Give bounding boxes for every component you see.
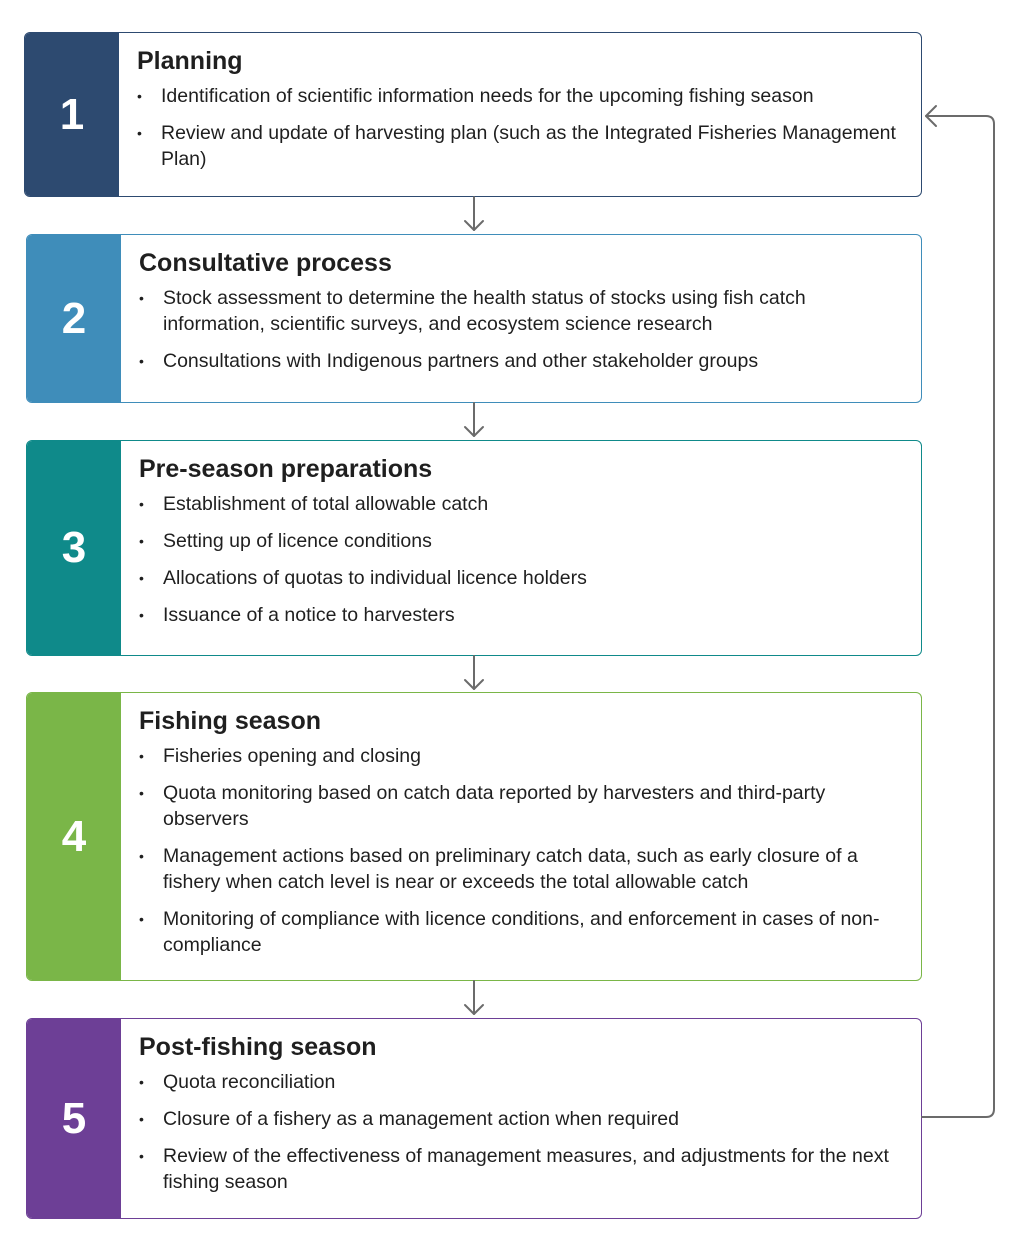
stage-2-number: 2 [27, 235, 121, 402]
stage-4-item-3: • Management actions based on preliminary catch data, such as early closure of a fishery when catch level is near or exceeds the total allowable catch [139, 843, 907, 895]
stage-1-list [137, 83, 907, 172]
stage-4-content [139, 705, 907, 969]
stage-5-title: Post-fishing season [139, 1033, 377, 1061]
stage-5-list [139, 1069, 907, 1195]
stage-5-item-1: • Quota reconciliation [139, 1069, 907, 1095]
stage-4-fishing-season [26, 692, 922, 981]
stage-3-item-1: • Establishment of total allowable catch [139, 491, 907, 517]
stage-3-number: 3 [27, 441, 121, 655]
stage-5-item-2: • Closure of a fishery as a management action when required [139, 1106, 907, 1132]
stage-5-content [139, 1031, 907, 1206]
stage-2-content [139, 247, 907, 385]
stage-4-item-2: • Quota monitoring based on catch data reported by harvesters and third-party observers [139, 780, 907, 832]
stage-1-item-1: • Identification of scientific information needs for the upcoming fishing season [137, 83, 907, 109]
stage-3-pre-season-preparations [26, 440, 922, 656]
stage-1-content [137, 45, 907, 183]
arrow-down-1-2-icon [465, 197, 483, 230]
stage-3-item-4: • Issuance of a notice to harvesters [139, 602, 907, 628]
stage-3-list [139, 491, 907, 628]
stage-4-item-1: • Fisheries opening and closing [139, 743, 907, 769]
stage-3-item-2: • Setting up of licence conditions [139, 528, 907, 554]
stage-3-title: Pre-season preparations [139, 455, 433, 483]
stage-5-number: 5 [27, 1019, 121, 1218]
stage-4-item-4: • Monitoring of compliance with licence conditions, and enforcement in cases of non-compliance [139, 906, 907, 958]
stage-1-planning [24, 32, 922, 197]
stage-3-content [139, 453, 907, 639]
stage-1-number: 1 [25, 33, 119, 196]
stage-2-title: Consultative process [139, 249, 392, 277]
stage-4-title: Fishing season [139, 707, 321, 735]
stage-3-item-3: • Allocations of quotas to individual licence holders [139, 565, 907, 591]
stage-2-item-1: • Stock assessment to determine the health status of stocks using fish catch information, scientific surveys, and ecosystem science research [139, 285, 907, 337]
stage-5-item-3: • Review of the effectiveness of management measures, and adjustments for the next fishing season [139, 1143, 907, 1195]
arrow-down-4-5-icon [465, 981, 483, 1014]
arrow-down-2-3-icon [465, 403, 483, 436]
stage-1-title: Planning [137, 47, 243, 75]
stage-5-post-fishing-season [26, 1018, 922, 1219]
stage-1-item-2: • Review and update of harvesting plan (such as the Integrated Fisheries Management Plan) [137, 120, 907, 172]
stage-2-consultative-process [26, 234, 922, 403]
loop-back-arrow-icon [922, 106, 994, 1117]
stage-2-item-2: • Consultations with Indigenous partners and other stakeholder groups [139, 348, 907, 374]
arrow-down-3-4-icon [465, 656, 483, 689]
stage-4-list [139, 743, 907, 958]
stage-4-number: 4 [27, 693, 121, 980]
stage-2-list [139, 285, 907, 374]
